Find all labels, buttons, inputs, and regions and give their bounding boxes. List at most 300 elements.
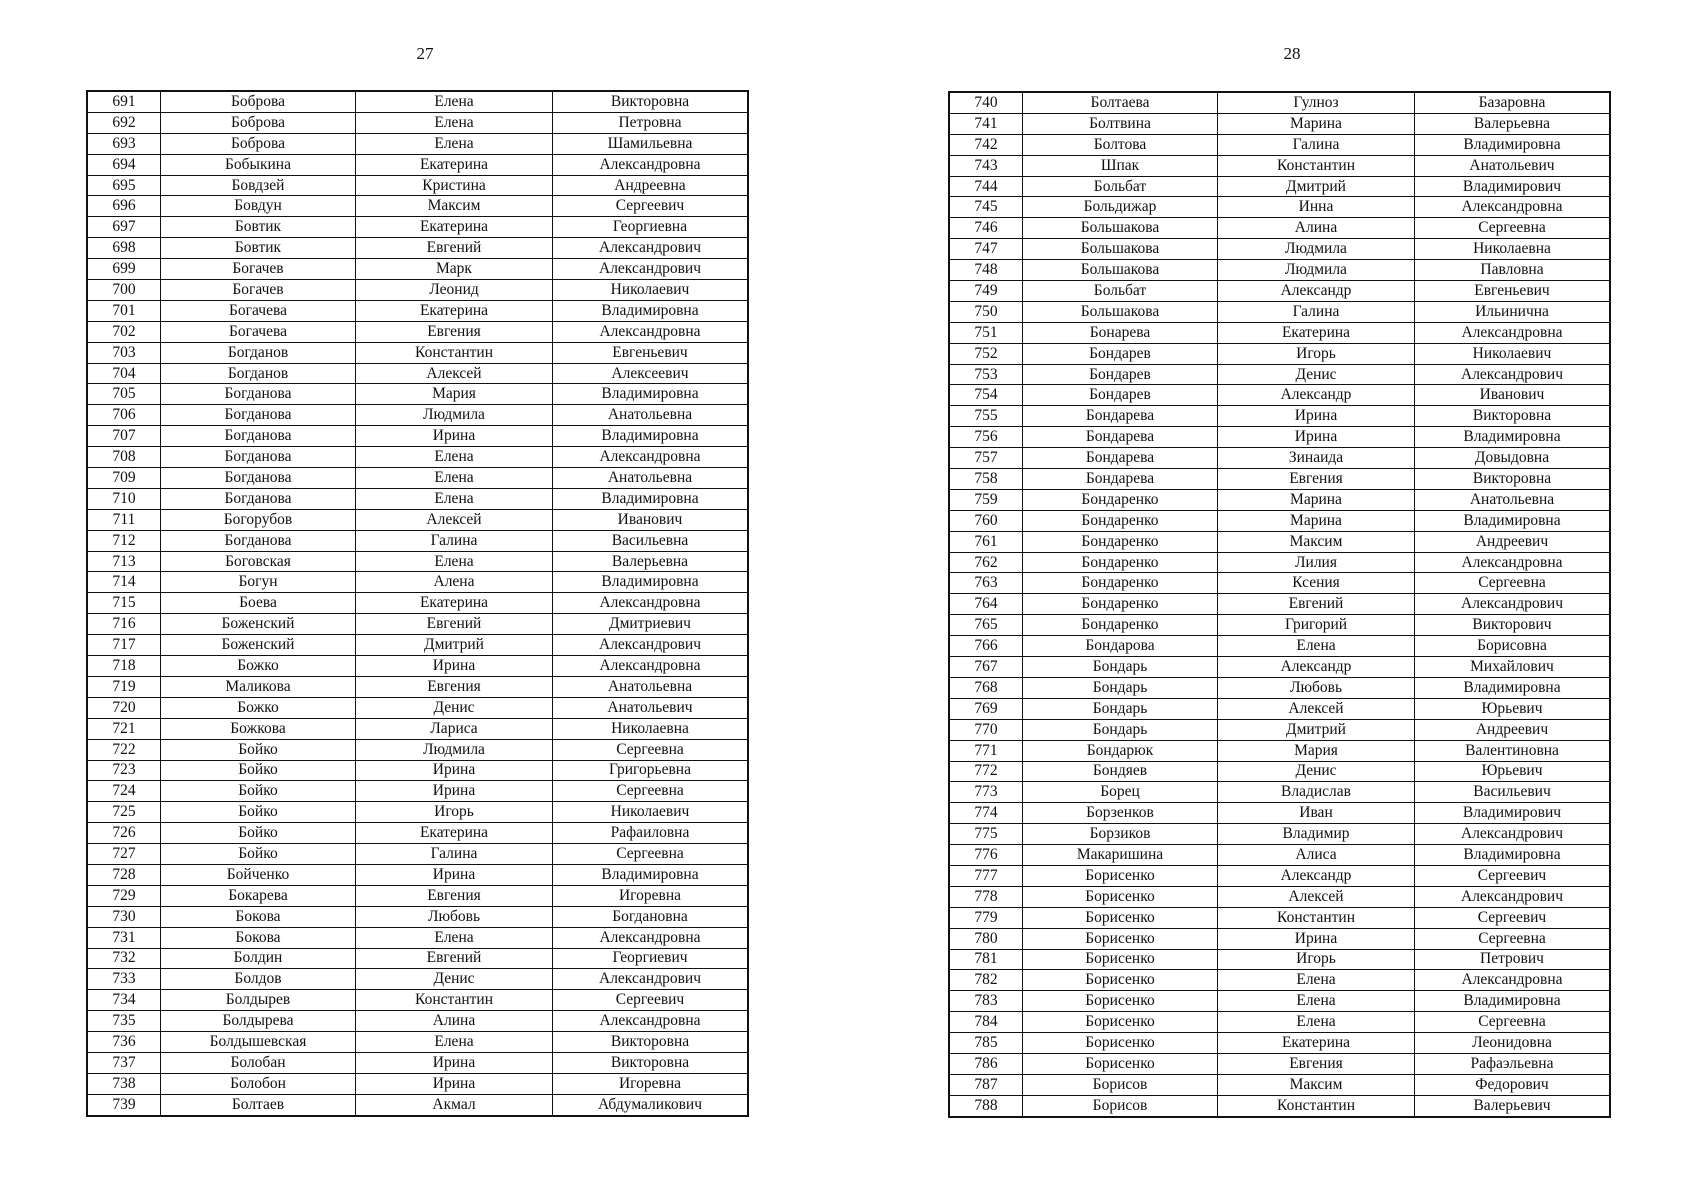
last-name-cell: Большакова: [1023, 218, 1218, 239]
patronymic-cell: Владимирович: [1415, 803, 1611, 824]
entry-number-cell: 775: [949, 824, 1023, 845]
patronymic-cell: Александровна: [1415, 197, 1611, 218]
patronymic-cell: Анатольевна: [553, 405, 749, 426]
first-name-cell: Ирина: [356, 1052, 553, 1073]
patronymic-cell: Алексеевич: [553, 363, 749, 384]
first-name-cell: Ирина: [356, 656, 553, 677]
last-name-cell: Борисенко: [1023, 865, 1218, 886]
entry-number-cell: 749: [949, 281, 1023, 302]
first-name-cell: Ирина: [356, 760, 553, 781]
entry-number-cell: 723: [87, 760, 161, 781]
last-name-cell: Бойко: [161, 760, 356, 781]
first-name-cell: Екатерина: [356, 300, 553, 321]
patronymic-cell: Александровна: [553, 656, 749, 677]
entry-number-cell: 720: [87, 697, 161, 718]
table-row: [87, 635, 748, 656]
first-name-cell: Елена: [356, 551, 553, 572]
entry-number-cell: 777: [949, 865, 1023, 886]
first-name-cell: Лилия: [1218, 552, 1415, 573]
patronymic-cell: Абдумаликович: [553, 1094, 749, 1115]
first-name-cell: Константин: [1218, 1095, 1415, 1116]
last-name-cell: Богорубов: [161, 509, 356, 530]
table-row: [87, 614, 748, 635]
first-name-cell: Екатерина: [356, 154, 553, 175]
patronymic-cell: Владимировна: [1415, 510, 1611, 531]
patronymic-cell: Георгиевич: [553, 948, 749, 969]
table-row: [87, 133, 748, 154]
entry-number-cell: 731: [87, 927, 161, 948]
table-row: [87, 426, 748, 447]
table-row: [949, 1053, 1610, 1074]
patronymic-cell: Евгеньевич: [1415, 281, 1611, 302]
last-name-cell: Боженский: [161, 614, 356, 635]
patronymic-cell: Викторовна: [553, 1032, 749, 1053]
entry-number-cell: 733: [87, 969, 161, 990]
table-row: [949, 281, 1610, 302]
page-number-right: 28: [1283, 44, 1301, 63]
table-row: [87, 1094, 748, 1115]
entry-number-cell: 770: [949, 719, 1023, 740]
table-row: [949, 740, 1610, 761]
last-name-cell: Бондарева: [1023, 406, 1218, 427]
entry-number-cell: 694: [87, 154, 161, 175]
last-name-cell: Борисов: [1023, 1095, 1218, 1116]
table-row: [949, 657, 1610, 678]
table-row: [87, 1032, 748, 1053]
patronymic-cell: Владимировна: [553, 488, 749, 509]
first-name-cell: Ирина: [356, 864, 553, 885]
patronymic-cell: Валерьевна: [553, 551, 749, 572]
entry-number-cell: 739: [87, 1094, 161, 1115]
entry-number-cell: 746: [949, 218, 1023, 239]
entry-number-cell: 758: [949, 469, 1023, 490]
roster-table-left: [86, 90, 749, 1117]
entry-number-cell: 781: [949, 949, 1023, 970]
first-name-cell: Екатерина: [356, 593, 553, 614]
table-row: [87, 572, 748, 593]
first-name-cell: Людмила: [1218, 239, 1415, 260]
patronymic-cell: Владимировна: [553, 572, 749, 593]
entry-number-cell: 721: [87, 718, 161, 739]
entry-number-cell: 738: [87, 1073, 161, 1094]
entry-number-cell: 783: [949, 991, 1023, 1012]
entry-number-cell: 779: [949, 907, 1023, 928]
last-name-cell: Богданова: [161, 468, 356, 489]
first-name-cell: Елена: [356, 447, 553, 468]
patronymic-cell: Александровна: [553, 321, 749, 342]
first-name-cell: Алина: [356, 1011, 553, 1032]
last-name-cell: Бондарь: [1023, 677, 1218, 698]
last-name-cell: Бондарева: [1023, 469, 1218, 490]
first-name-cell: Евгения: [356, 676, 553, 697]
patronymic-cell: Леонидовна: [1415, 1033, 1611, 1054]
last-name-cell: Болдов: [161, 969, 356, 990]
patronymic-cell: Васильевич: [1415, 782, 1611, 803]
table-row: [87, 384, 748, 405]
patronymic-cell: Владимировна: [1415, 134, 1611, 155]
last-name-cell: Богданова: [161, 405, 356, 426]
table-row: [87, 217, 748, 238]
table-row: [949, 427, 1610, 448]
entry-number-cell: 724: [87, 781, 161, 802]
last-name-cell: Бовдзей: [161, 175, 356, 196]
last-name-cell: Божко: [161, 697, 356, 718]
last-name-cell: Борисенко: [1023, 907, 1218, 928]
first-name-cell: Игорь: [356, 802, 553, 823]
patronymic-cell: Владимировна: [1415, 845, 1611, 866]
table-row: [87, 259, 748, 280]
last-name-cell: Борисенко: [1023, 1033, 1218, 1054]
last-name-cell: Болдышевская: [161, 1032, 356, 1053]
table-row: [949, 552, 1610, 573]
first-name-cell: Алексей: [356, 363, 553, 384]
patronymic-cell: Сергеевна: [1415, 928, 1611, 949]
patronymic-cell: Анатольевич: [1415, 155, 1611, 176]
entry-number-cell: 705: [87, 384, 161, 405]
patronymic-cell: Николаевна: [553, 718, 749, 739]
first-name-cell: Ирина: [356, 781, 553, 802]
first-name-cell: Любовь: [356, 906, 553, 927]
first-name-cell: Елена: [1218, 970, 1415, 991]
entry-number-cell: 740: [949, 92, 1023, 113]
table-row: [87, 1052, 748, 1073]
entry-number-cell: 769: [949, 698, 1023, 719]
first-name-cell: Галина: [1218, 134, 1415, 155]
last-name-cell: Бовтик: [161, 217, 356, 238]
first-name-cell: Екатерина: [1218, 1033, 1415, 1054]
last-name-cell: Бондарь: [1023, 719, 1218, 740]
last-name-cell: Богачева: [161, 300, 356, 321]
table-row: [949, 113, 1610, 134]
first-name-cell: Алексей: [1218, 698, 1415, 719]
table-row: [87, 885, 748, 906]
last-name-cell: Бондяев: [1023, 761, 1218, 782]
first-name-cell: Инна: [1218, 197, 1415, 218]
entry-number-cell: 706: [87, 405, 161, 426]
patronymic-cell: Сергеевна: [553, 781, 749, 802]
first-name-cell: Алена: [356, 572, 553, 593]
first-name-cell: Евгений: [356, 614, 553, 635]
last-name-cell: Бойко: [161, 781, 356, 802]
table-row: [87, 760, 748, 781]
last-name-cell: Божко: [161, 656, 356, 677]
patronymic-cell: Сергеевна: [553, 739, 749, 760]
entry-number-cell: 712: [87, 530, 161, 551]
patronymic-cell: Юрьевич: [1415, 698, 1611, 719]
table-row: [949, 1095, 1610, 1116]
patronymic-cell: Викторовна: [553, 91, 749, 112]
first-name-cell: Галина: [356, 844, 553, 865]
patronymic-cell: Александровна: [1415, 552, 1611, 573]
entry-number-cell: 691: [87, 91, 161, 112]
patronymic-cell: Сергеевна: [1415, 218, 1611, 239]
entry-number-cell: 752: [949, 343, 1023, 364]
patronymic-cell: Владимировна: [1415, 427, 1611, 448]
table-row: [949, 928, 1610, 949]
entry-number-cell: 788: [949, 1095, 1023, 1116]
table-row: [949, 197, 1610, 218]
patronymic-cell: Владимировна: [553, 300, 749, 321]
last-name-cell: Борисенко: [1023, 1053, 1218, 1074]
table-row: [87, 593, 748, 614]
table-row: [949, 865, 1610, 886]
patronymic-cell: Александрович: [553, 635, 749, 656]
table-row: [949, 176, 1610, 197]
table-row: [949, 406, 1610, 427]
table-row: [87, 112, 748, 133]
entry-number-cell: 730: [87, 906, 161, 927]
entry-number-cell: 761: [949, 531, 1023, 552]
patronymic-cell: Александрович: [1415, 594, 1611, 615]
last-name-cell: Богданова: [161, 447, 356, 468]
patronymic-cell: Александровна: [553, 447, 749, 468]
patronymic-cell: Евгеньевич: [553, 342, 749, 363]
first-name-cell: Елена: [356, 488, 553, 509]
last-name-cell: Большакова: [1023, 260, 1218, 281]
table-row: [949, 489, 1610, 510]
patronymic-cell: Валерьевна: [1415, 113, 1611, 134]
entry-number-cell: 756: [949, 427, 1023, 448]
patronymic-cell: Александрович: [553, 259, 749, 280]
table-row: [949, 970, 1610, 991]
entry-number-cell: 709: [87, 468, 161, 489]
patronymic-cell: Николаевич: [553, 280, 749, 301]
table-row: [949, 155, 1610, 176]
patronymic-cell: Анатольевна: [1415, 489, 1611, 510]
first-name-cell: Людмила: [356, 739, 553, 760]
entry-number-cell: 719: [87, 676, 161, 697]
table-row: [949, 573, 1610, 594]
patronymic-cell: Федорович: [1415, 1074, 1611, 1095]
patronymic-cell: Георгиевна: [553, 217, 749, 238]
first-name-cell: Евгения: [356, 885, 553, 906]
entry-number-cell: 692: [87, 112, 161, 133]
first-name-cell: Игорь: [1218, 949, 1415, 970]
entry-number-cell: 700: [87, 280, 161, 301]
last-name-cell: Бокарева: [161, 885, 356, 906]
first-name-cell: Александр: [1218, 657, 1415, 678]
last-name-cell: Бондарь: [1023, 698, 1218, 719]
last-name-cell: Болдырева: [161, 1011, 356, 1032]
first-name-cell: Екатерина: [356, 823, 553, 844]
entry-number-cell: 703: [87, 342, 161, 363]
entry-number-cell: 696: [87, 196, 161, 217]
last-name-cell: Большакова: [1023, 239, 1218, 260]
first-name-cell: Марина: [1218, 489, 1415, 510]
patronymic-cell: Сергеевич: [1415, 865, 1611, 886]
entry-number-cell: 732: [87, 948, 161, 969]
first-name-cell: Максим: [1218, 1074, 1415, 1095]
table-row: [949, 782, 1610, 803]
table-row: [949, 343, 1610, 364]
first-name-cell: Мария: [356, 384, 553, 405]
patronymic-cell: Дмитриевич: [553, 614, 749, 635]
table-row: [87, 238, 748, 259]
first-name-cell: Максим: [356, 196, 553, 217]
table-row: [87, 864, 748, 885]
table-row: [87, 154, 748, 175]
table-row: [87, 823, 748, 844]
patronymic-cell: Петрович: [1415, 949, 1611, 970]
table-row: [949, 364, 1610, 385]
first-name-cell: Дмитрий: [1218, 176, 1415, 197]
patronymic-cell: Ильинична: [1415, 301, 1611, 322]
last-name-cell: Болтаев: [161, 1094, 356, 1115]
last-name-cell: Борисенко: [1023, 970, 1218, 991]
table-row: [87, 844, 748, 865]
patronymic-cell: Александрович: [1415, 886, 1611, 907]
patronymic-cell: Григорьевна: [553, 760, 749, 781]
table-row: [87, 300, 748, 321]
first-name-cell: Владимир: [1218, 824, 1415, 845]
last-name-cell: Боженский: [161, 635, 356, 656]
table-row: [949, 949, 1610, 970]
first-name-cell: Елена: [356, 927, 553, 948]
first-name-cell: Игорь: [1218, 343, 1415, 364]
entry-number-cell: 695: [87, 175, 161, 196]
patronymic-cell: Александровна: [553, 154, 749, 175]
table-row: [949, 761, 1610, 782]
last-name-cell: Болтвина: [1023, 113, 1218, 134]
patronymic-cell: Иванович: [553, 509, 749, 530]
last-name-cell: Бондаренко: [1023, 552, 1218, 573]
table-row: [87, 697, 748, 718]
last-name-cell: Бондарева: [1023, 448, 1218, 469]
entry-number-cell: 784: [949, 1012, 1023, 1033]
table-row: [87, 405, 748, 426]
first-name-cell: Константин: [1218, 155, 1415, 176]
patronymic-cell: Васильевна: [553, 530, 749, 551]
first-name-cell: Людмила: [1218, 260, 1415, 281]
last-name-cell: Бойченко: [161, 864, 356, 885]
first-name-cell: Александр: [1218, 385, 1415, 406]
last-name-cell: Боброва: [161, 133, 356, 154]
table-row: [949, 260, 1610, 281]
last-name-cell: Бондарев: [1023, 343, 1218, 364]
entry-number-cell: 728: [87, 864, 161, 885]
roster-table-right: [948, 91, 1611, 1118]
entry-number-cell: 729: [87, 885, 161, 906]
entry-number-cell: 748: [949, 260, 1023, 281]
last-name-cell: Бондарь: [1023, 657, 1218, 678]
table-row: [949, 803, 1610, 824]
entry-number-cell: 704: [87, 363, 161, 384]
table-row: [949, 594, 1610, 615]
table-row: [87, 1073, 748, 1094]
entry-number-cell: 753: [949, 364, 1023, 385]
last-name-cell: Маликова: [161, 676, 356, 697]
entry-number-cell: 750: [949, 301, 1023, 322]
table-row: [87, 196, 748, 217]
first-name-cell: Ирина: [1218, 427, 1415, 448]
last-name-cell: Бовтик: [161, 238, 356, 259]
last-name-cell: Болобан: [161, 1052, 356, 1073]
table-row: [949, 301, 1610, 322]
entry-number-cell: 771: [949, 740, 1023, 761]
patronymic-cell: Шамильевна: [553, 133, 749, 154]
table-row: [949, 1012, 1610, 1033]
entry-number-cell: 755: [949, 406, 1023, 427]
patronymic-cell: Игоревна: [553, 1073, 749, 1094]
first-name-cell: Акмал: [356, 1094, 553, 1115]
table-row: [87, 175, 748, 196]
patronymic-cell: Александрович: [1415, 824, 1611, 845]
last-name-cell: Бойко: [161, 823, 356, 844]
patronymic-cell: Анатольевна: [553, 468, 749, 489]
last-name-cell: Бондарев: [1023, 364, 1218, 385]
patronymic-cell: Юрьевич: [1415, 761, 1611, 782]
table-row: [87, 990, 748, 1011]
entry-number-cell: 785: [949, 1033, 1023, 1054]
entry-number-cell: 744: [949, 176, 1023, 197]
table-row: [87, 676, 748, 697]
entry-number-cell: 762: [949, 552, 1023, 573]
entry-number-cell: 722: [87, 739, 161, 760]
last-name-cell: Болобон: [161, 1073, 356, 1094]
first-name-cell: Марина: [1218, 113, 1415, 134]
table-row: [87, 509, 748, 530]
first-name-cell: Марк: [356, 259, 553, 280]
table-row: [87, 656, 748, 677]
patronymic-cell: Богдановна: [553, 906, 749, 927]
entry-number-cell: 763: [949, 573, 1023, 594]
first-name-cell: Григорий: [1218, 615, 1415, 636]
first-name-cell: Елена: [356, 91, 553, 112]
last-name-cell: Борец: [1023, 782, 1218, 803]
last-name-cell: Больдижар: [1023, 197, 1218, 218]
last-name-cell: Богачева: [161, 321, 356, 342]
entry-number-cell: 754: [949, 385, 1023, 406]
last-name-cell: Богданова: [161, 426, 356, 447]
last-name-cell: Божкова: [161, 718, 356, 739]
patronymic-cell: Анатольевич: [553, 697, 749, 718]
table-row: [87, 1011, 748, 1032]
first-name-cell: Владислав: [1218, 782, 1415, 803]
first-name-cell: Константин: [1218, 907, 1415, 928]
first-name-cell: Константин: [356, 990, 553, 1011]
entry-number-cell: 757: [949, 448, 1023, 469]
last-name-cell: Борисенко: [1023, 886, 1218, 907]
first-name-cell: Дмитрий: [356, 635, 553, 656]
last-name-cell: Богачев: [161, 280, 356, 301]
table-row: [87, 530, 748, 551]
last-name-cell: Борисенко: [1023, 1012, 1218, 1033]
entry-number-cell: 734: [87, 990, 161, 1011]
patronymic-cell: Владимировна: [1415, 991, 1611, 1012]
last-name-cell: Бойко: [161, 844, 356, 865]
last-name-cell: Богачев: [161, 259, 356, 280]
entry-number-cell: 715: [87, 593, 161, 614]
table-row: [87, 342, 748, 363]
last-name-cell: Боговская: [161, 551, 356, 572]
last-name-cell: Богданова: [161, 384, 356, 405]
entry-number-cell: 713: [87, 551, 161, 572]
last-name-cell: Больбат: [1023, 176, 1218, 197]
table-row: [949, 698, 1610, 719]
patronymic-cell: Викторовна: [1415, 469, 1611, 490]
table-row: [949, 322, 1610, 343]
entry-number-cell: 742: [949, 134, 1023, 155]
entry-number-cell: 697: [87, 217, 161, 238]
patronymic-cell: Владимировна: [1415, 677, 1611, 698]
entry-number-cell: 718: [87, 656, 161, 677]
patronymic-cell: Сергеевич: [553, 196, 749, 217]
patronymic-cell: Рафаэльевна: [1415, 1053, 1611, 1074]
patronymic-cell: Александровна: [1415, 322, 1611, 343]
first-name-cell: Мария: [1218, 740, 1415, 761]
table-row: [949, 385, 1610, 406]
patronymic-cell: Александровна: [1415, 970, 1611, 991]
